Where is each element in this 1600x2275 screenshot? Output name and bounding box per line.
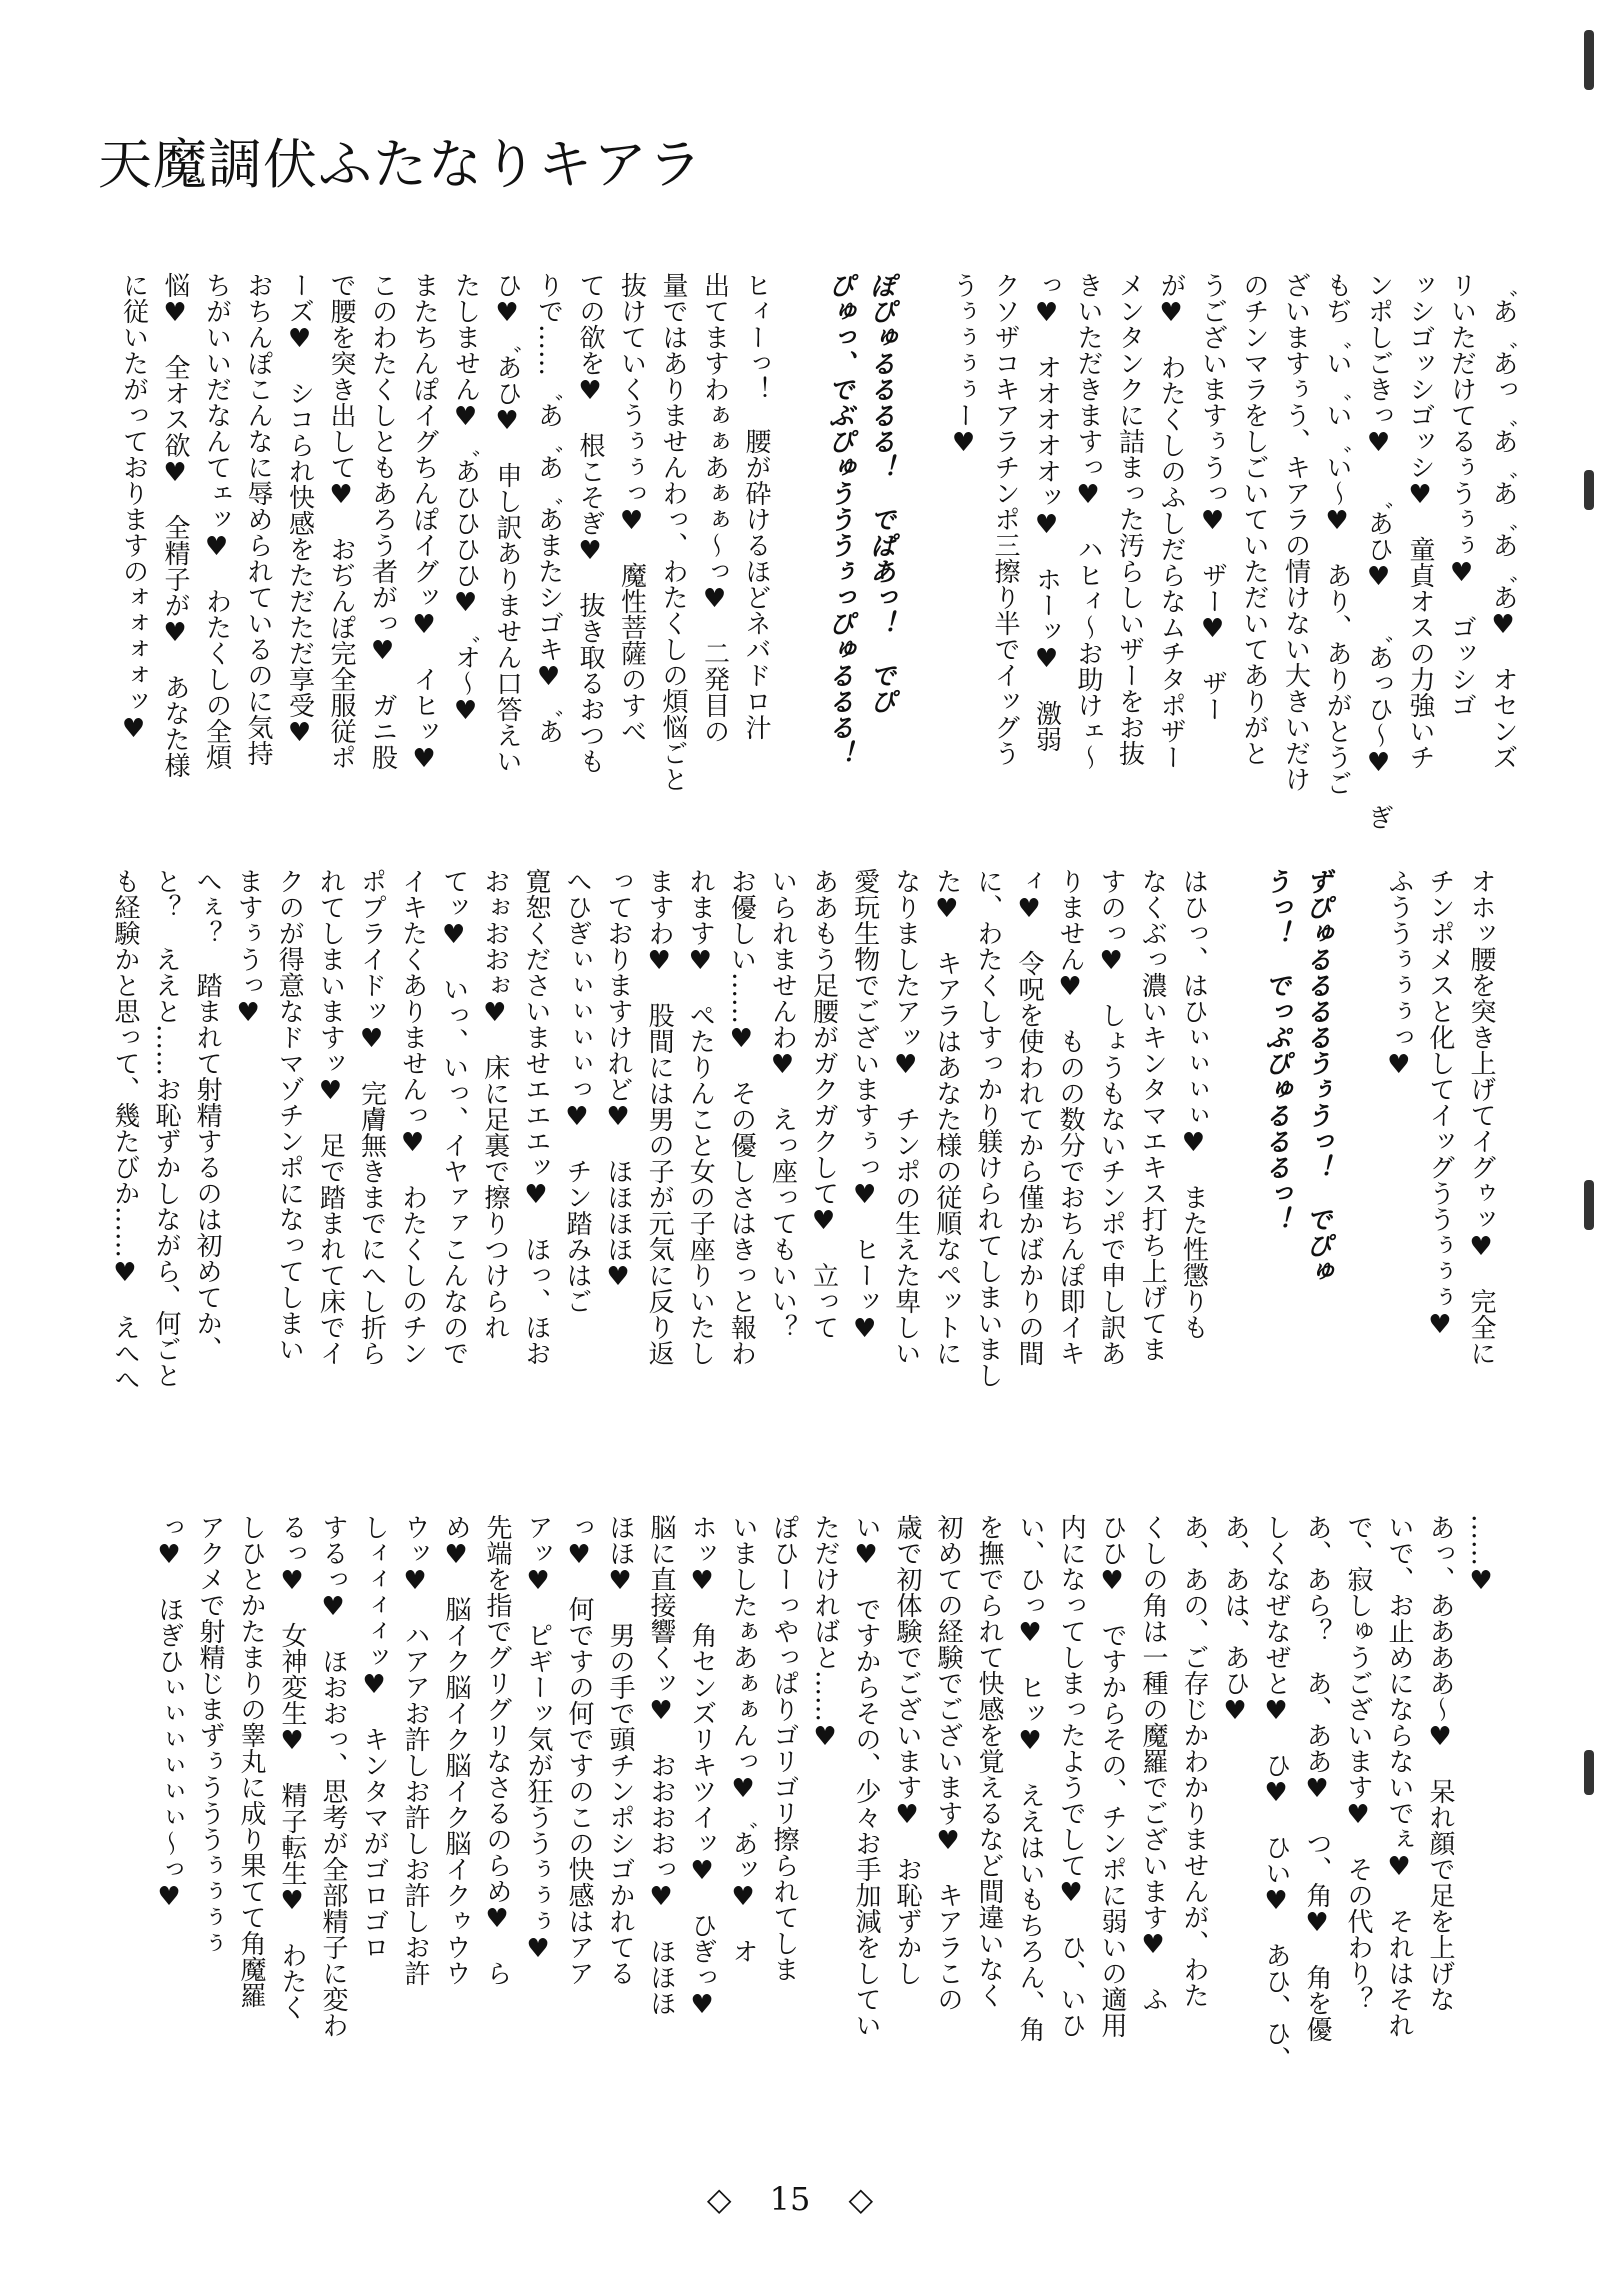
text-column: 抜けていくうぅぅっ♥ 魔性菩薩のすべ [616, 272, 647, 744]
text-column: 寛恕くださいませエエエッ♥ ほっ、ほお [520, 868, 551, 1366]
text-column: ンポしごきっ♥ ゛あひ♥ ゛あっひ～♥ ぎ [1363, 272, 1394, 830]
text-column: ぽひーっやっぱりゴリゴリ擦られてしま [769, 1514, 799, 1982]
text-column: あっ、ああああ～♥ 呆れ顔で足を上げな [1425, 1514, 1455, 2012]
text-column: おぉおおぉ♥ 床に足裏で擦りつけられ [479, 868, 510, 1340]
text-column: ポプライドッ♥ 完膚無きまでにへし折ら [356, 868, 387, 1366]
sound-effect-line: ぽぴゅるるるる！ でぱあっ！ でぴ [865, 272, 896, 714]
binding-mark [1584, 1180, 1594, 1230]
binding-mark [1584, 30, 1594, 90]
text-column: い、ひっ♥ ヒッ♥ ええはいもちろん、角 [1015, 1514, 1045, 2042]
text-column: っ♥ オオオオオッ♥ ホーッ♥ 激弱 [1031, 272, 1062, 752]
text-column: ゛あ゛あっ゛あ゛あ゛あ゛あ♥ オセンズ [1488, 272, 1518, 770]
text-column: い♥ ですからその、少々お手加減をしてい [851, 1514, 881, 2038]
text-column: りません♥ ものの数分でおちんぽ即イキ [1055, 868, 1086, 1366]
text-column: ああもう足腰がガクガクして♥ 立って [808, 868, 839, 1340]
text-column: するっ♥ ほおおっ、思考が全部精子に変わ [318, 1514, 348, 2038]
sound-effect-line: ぴゅっ、でぶぴゅうううぅっぴゅるるる！ [824, 272, 854, 766]
text-column: ますぅうっ♥ [233, 868, 264, 1028]
text-column: なりましたアッ♥ チンポの生えた卑しい [890, 868, 921, 1366]
text-column: くしの角は一種の魔羅でございます♥ ふ [1138, 1514, 1168, 2012]
text-column: が♥ わたくしのふしだらなムチタポザー [1156, 272, 1186, 770]
text-column: ィ♥ 令呪を使われてから僅かばかりの間 [1013, 868, 1044, 1366]
text-column: いられませんわ♥ えっ座ってもいい？ [767, 868, 798, 1340]
text-block-middle [97, 868, 1494, 1488]
text-column: 内になってしまったようでして♥ ひ、いひ [1056, 1514, 1086, 2038]
text-column: た♥ キアラはあなた様の従順なペットに [931, 868, 962, 1366]
text-column: ふううぅぅぅっ♥ [1383, 868, 1414, 1080]
text-column: いで、お止めにならないでぇ♥ それはそれ [1384, 1514, 1414, 2038]
text-column: 出てますわぁぁあぁぁ～っ♥ 二発目の [699, 272, 730, 744]
text-column: リいただけてるぅうぅぅ♥ ゴッシゴ [1446, 272, 1477, 718]
page-number: 15 [769, 2180, 811, 2218]
text-column: たしません♥゛あひひひひ♥゛オ～♥ [450, 272, 481, 726]
text-column: ひ♥゛あひ♥ 申し訳ありません口答えい [492, 272, 522, 774]
text-column: のチンマラをしごいていただいてありがと [1239, 272, 1269, 766]
text-column: しィィィィッ♥ キンタマがゴロゴロ [359, 1514, 389, 1960]
text-column: も経験かと思って、幾たびか……♥ えへへ [109, 868, 140, 1392]
binding-mark [1584, 470, 1594, 510]
text-column: もぢ゛い゛い゛い～♥ あり、ありがとうご [1322, 272, 1352, 796]
text-column: ただければと……♥ [810, 1514, 840, 1752]
text-column: すのっ♥ しょうもないチンポで申し訳あ [1096, 868, 1127, 1366]
text-column: ちがいいだなんてェッ♥ わたくしの全煩 [201, 272, 232, 770]
text-column: っ♥ 何ですの何ですのこの快感はアア [564, 1514, 594, 1986]
text-column: ますわ♥ 股間には男の子が元気に反り返 [644, 868, 675, 1366]
text-column: メンタンクに詰まった汚らしいザーをお抜 [1114, 272, 1145, 766]
diamond-ornament-right: ◇ [848, 2180, 874, 2218]
text-column: と？ ええと……お恥ずかしながら、何ごと [151, 868, 181, 1388]
text-column: ざいますぅう、キアラの情けない大きいだけ [1280, 272, 1311, 792]
text-column: うぅぅぅぅー♥ [948, 272, 979, 458]
text-column: で、寂しゅうございます♥ その代わり？ [1343, 1514, 1373, 2012]
text-column: ウッ♥ ハアアお許しお許しお許しお許 [400, 1514, 430, 1986]
text-column: を撫でられて快感を覚えるなど間違いなく [974, 1514, 1004, 2008]
text-column: またちんぽイグちんぽイグッ♥ イヒッ♥ [409, 272, 439, 774]
text-column: きいただきますっ♥ ハヒィ～お助けェ～ [1073, 272, 1103, 770]
text-column: このわたくしともあろう者がっ♥ ガニ股 [367, 272, 398, 770]
text-column: あ、あら？ あ、ああ♥ つ、角♥ 角を優 [1302, 1514, 1332, 2042]
text-column: おちんぽこんなに辱められているのに気持 [243, 272, 273, 766]
text-column: クソザコキアラチンポ三擦り半でイッグう [990, 272, 1020, 766]
text-column: アッ♥ ピギーッ気が狂ううぅぅぅ♥ [523, 1514, 553, 1964]
text-column: はひっ、はひぃぃぃぃ♥ また性懲りも [1178, 868, 1209, 1340]
diamond-ornament-left: ◇ [706, 2180, 732, 2218]
text-column: ての欲を♥ 根こそぎ♥ 抜き取るおつも [575, 272, 605, 774]
text-column: 先端を指でグリグリなさるのらめ♥ ら [482, 1514, 512, 1986]
text-column: いましたぁあぁぁんっ♥゛あッ♥ オ [728, 1514, 758, 1964]
story-title: 天魔調伏ふたなりキアラ [98, 133, 703, 196]
text-column: に従いたがっておりますのォォォォッ♥ [118, 272, 149, 744]
text-column: ほほ♥ 男の手で頭チンポシゴかれてる [605, 1514, 635, 1986]
text-column: 愛玩生物でございますぅっ♥ ヒーッ♥ [849, 868, 880, 1344]
text-column: るっ♥ 女神変生♥ 精子転生♥ わたく [277, 1514, 307, 2020]
text-column: れてしまいますッ♥ 足で踏まれて床でイ [315, 868, 346, 1366]
text-column: ッシゴッシゴッシ♥ 童貞オスの力強いチ [1405, 272, 1435, 770]
text-column: に、わたくしすっかり躾けられてしまいまし [972, 868, 1003, 1388]
text-block-top [105, 272, 1516, 832]
text-column: イキたくありませんっ♥ わたくしのチン [397, 868, 428, 1366]
text-column: 脳に直接響くッ♥ おおおおっ♥ ほほほ [646, 1514, 676, 2016]
text-column: うございますぅうっ♥ ザー♥ ザー [1197, 272, 1228, 722]
text-column: で腰を突き出して♥ おぢんぽ完全服従ポ [326, 272, 356, 770]
text-column: ……♥ [1466, 1514, 1496, 1596]
text-column: オホッ腰を突き上げてイグゥッ♥ 完全に [1466, 868, 1496, 1366]
text-column: あ、あは、あひ♥ [1220, 1514, 1250, 1726]
text-column: 歳で初体験でございます♥ お恥ずかし [892, 1514, 922, 1986]
text-column: ヒィーっ！ 腰が砕けるほどネバドロ汁 [741, 272, 771, 740]
text-column: へぇ？ 踏まれて射精するのは初めてか、 [192, 868, 223, 1362]
text-column: お優しい……♥ その優しさはきっと報わ [726, 868, 757, 1366]
text-block-bottom [141, 1514, 1494, 2154]
sound-effect-line: うっ！ でっぷぴゅるるるっ！ [1260, 868, 1291, 1232]
text-column: 初めての経験でございます♥ キアラこの [933, 1514, 963, 2012]
text-column: っておりますけれど♥ ほほほほ♥ [603, 868, 634, 1292]
text-column: てッ♥ いっ、いっ、イヤァァこんなので [438, 868, 469, 1366]
text-column: れます♥ ぺたりんこと女の子座りいたし [685, 868, 716, 1366]
sound-effect-line: ずぴゅるるるるうぅうっ！ でぴゅ [1301, 868, 1332, 1284]
text-column: しくなぜなぜと♥ ひ♥ ひい♥ あひ、ひ、 [1261, 1514, 1291, 2072]
text-column: ホッ♥ 角センズリキツイッ♥ ひぎっ♥ [687, 1514, 717, 2020]
text-column: め♥ 脳イク脳イク脳イク脳イクゥウウ [441, 1514, 471, 1986]
text-column: 量ではありませんわっ、わたくしの煩悩ごと [658, 272, 688, 792]
text-column: アクメで射精じまずぅうううぅぅぅぅ [195, 1514, 225, 1956]
text-column: しひとかたまりの睾丸に成り果てて角魔羅 [236, 1514, 266, 2008]
page-footer [0, 2180, 1580, 2218]
text-column: へひぎぃぃぃぃぃっ♥ チン踏みはご [561, 868, 592, 1314]
binding-mark [1584, 1750, 1594, 1795]
text-column: りで……゛あ゛あ゛あまたシゴキ♥゛あ [533, 272, 564, 744]
text-column: あ、あの、ご存じかわかりませんが、わた [1179, 1514, 1209, 2008]
text-column: っ♥ ほぎひぃぃぃぃぃぃ～っ♥ [154, 1514, 184, 1912]
text-column: 悩♥ 全オス欲♥ 全精子が♥ あなた様 [160, 272, 190, 778]
text-column: ひひ♥ ですからその、チンポに弱いの適用 [1097, 1514, 1127, 2038]
text-column: なくぶっ濃いキンタマエキス打ち上げてま [1137, 868, 1168, 1362]
text-column: チンポメスと化してイッグううぅぅぅ♥ [1424, 868, 1455, 1340]
text-column: ーズ♥ シコられ快感をただただ享受♥ [284, 272, 315, 748]
text-column: クのが得意なドマゾチンポになってしまい [274, 868, 305, 1362]
